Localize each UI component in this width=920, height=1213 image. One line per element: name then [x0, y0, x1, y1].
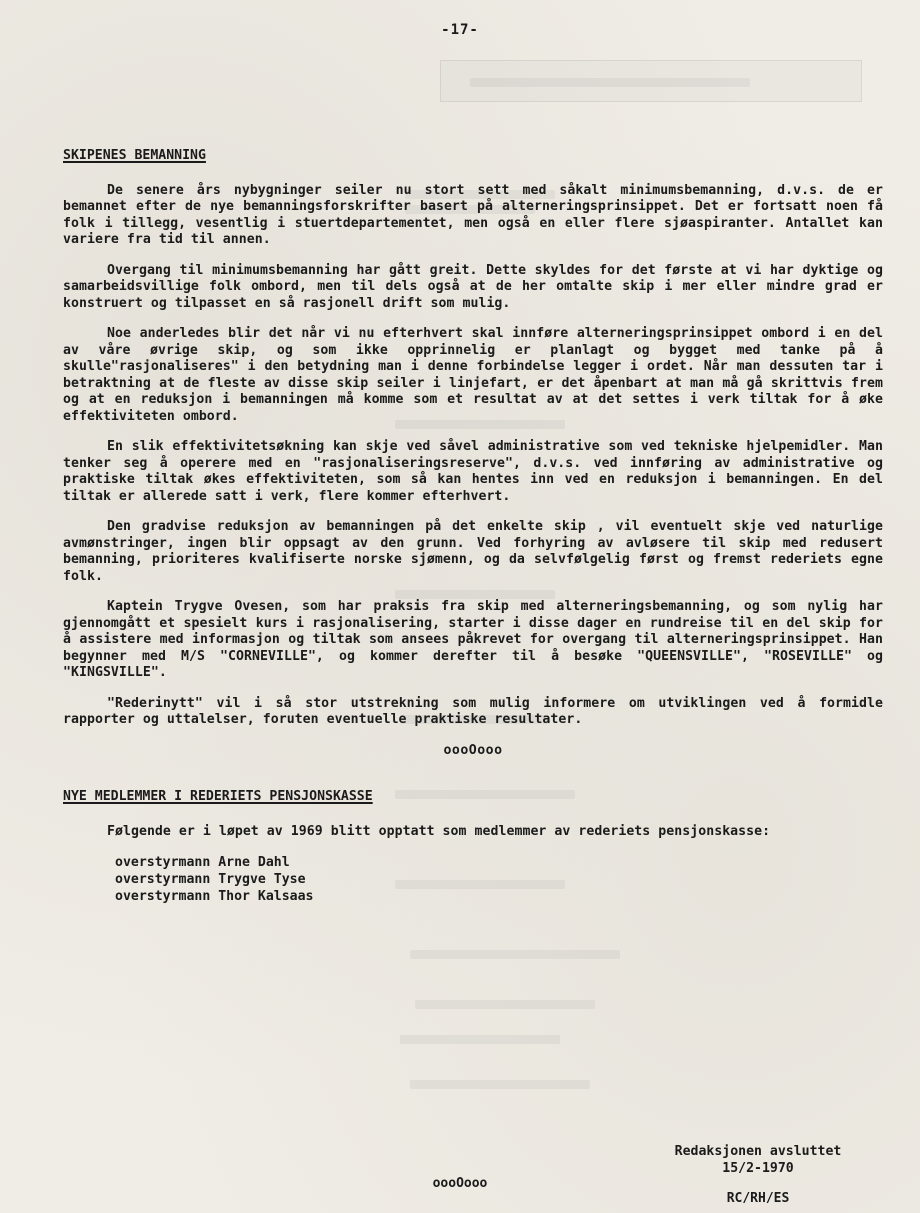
paragraph: Overgang til minimumsbemanning har gått greit. Dette skyldes for det første at vi har dyktige og samarbeidsvillige folk ombord, men til dels også at de her omtalte skip i mer eller mindre grad er konstruert og tilpasset en så rasjonell drift som mulig.	[63, 262, 883, 311]
editorial-closing	[618, 1143, 898, 1177]
document-body	[63, 148, 883, 905]
paragraph: Følgende er i løpet av 1969 blitt opptatt som medlemmer av rederiets pensjonskasse:	[107, 823, 771, 839]
bleed-through-line	[415, 1000, 595, 1009]
paragraph: Kaptein Trygve Ovesen, som har praksis fra skip med alterneringsbemanning, og som nylig har gjennomgått et spesielt kurs i rasjonalisering, starter i disse dager en rundreise til en del skip for å assistere med informasjon og tiltak som ansees påkrevet for overgang til alterneringsprinsippet. Han begynner med M/S "CORNEVILLE", og kommer derefter til å besøke "QUEENSVILLE", "ROSEVILLE" og "KINGSVILLE".	[63, 599, 883, 680]
paragraph: Noe anderledes blir det når vi nu efterhvert skal innføre alterneringsprinsippet ombord i en del av våre øvrige skip, og som ikke opprinnelig er planlagt og bygget med tanke på å skulle"rasjonaliseres" i den betydning man i denne forbindelse legger i ordet. Når man dessuten tar i betraktning at de fleste av disse skip seiler i linjefart, er det åpenbart at man må gå skrittvis frem og at en reduksjon i bemanningen må komme som et resultat av at det settes i verk tiltak for å øke effektiviteten ombord.	[63, 326, 883, 424]
list-item: overstyrmann Arne Dahl	[115, 855, 290, 870]
member-list	[115, 854, 883, 905]
bleed-through-line	[410, 1080, 590, 1089]
section-separator: oooOooo	[432, 1176, 488, 1191]
closing-initials: RC/RH/ES	[726, 1191, 790, 1206]
page-number: -17-	[441, 22, 479, 38]
bleed-through-line	[400, 1035, 560, 1044]
paragraph: De senere års nybygninger seiler nu stort sett med såkalt minimumsbemanning, d.v.s. de er bemannet efter de nye bemanningsforskrifter basert på alterneringsprinsippet. Det er fortsatt noen få folk i tillegg, vesentlig i stuertdepartementet, men også en eller flere sjøaspiranter. Antallet kan variere fra tid til annen.	[63, 182, 883, 247]
closing-date: 15/2-1970	[722, 1161, 794, 1176]
closing-line: Redaksjonen avsluttet	[674, 1144, 842, 1159]
paragraph: Den gradvise reduksjon av bemanningen på det enkelte skip , vil eventuelt skje ved naturlige avmønstringer, ingen blir oppsagt av den grunn. Ved forhyring av avløsere til skip med redusert bemanning, prioriteres kvalifiserte norske sjømenn, og da selvfølgelig først og fremst rederiets egne folk.	[63, 519, 883, 584]
paragraph: En slik effektivitetsøkning kan skje ved såvel administrative som ved tekniske hjelpemidler. Man tenker seg å operere med en "rasjonaliseringsreserve", d.v.s. ved innføring av administrative og praktiske tiltak økes effektiviteten, som så kan hentes inn ved en reduksjon i bemanningen. En del tiltak er allerede satt i verk, flere kommer efterhvert.	[63, 439, 883, 504]
paragraph: "Rederinytt" vil i så stor utstrekning som mulig informere om utviklingen ved å formidle rapporter og uttalelser, foruten eventuelle praktiske resultater.	[63, 695, 883, 727]
bleed-through-line	[410, 950, 620, 959]
bleed-through-line	[470, 78, 750, 87]
section-separator: oooOooo	[443, 742, 503, 758]
list-item: overstyrmann Trygve Tyse	[115, 872, 306, 887]
section-title-pensjonskasse: NYE MEDLEMMER I REDERIETS PENSJONSKASSE	[63, 789, 373, 804]
section-pensjonskasse	[63, 789, 883, 905]
section-title-skipenes-bemanning: SKIPENES BEMANNING	[63, 148, 206, 163]
list-item: overstyrmann Thor Kalsaas	[115, 889, 314, 904]
